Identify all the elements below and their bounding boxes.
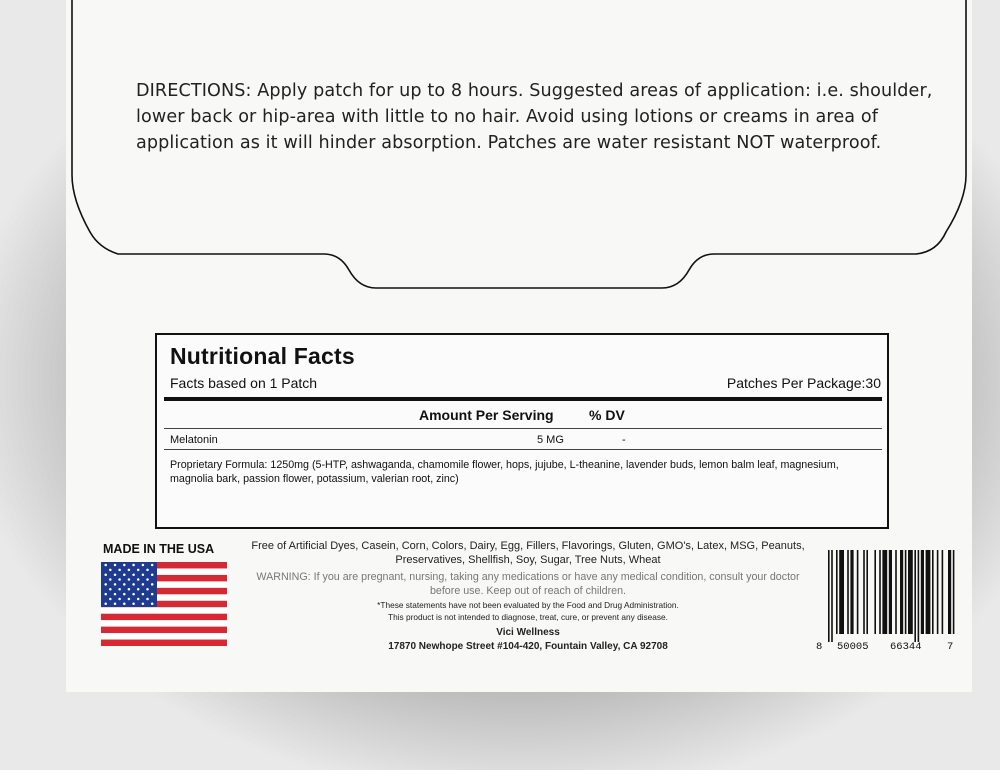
daily-value-header: % DV [589, 407, 625, 423]
directions-text [136, 78, 936, 156]
flag-star [142, 603, 145, 606]
flag-star [123, 593, 126, 596]
fda-line-2: This product is not intended to diagnose, treat, cure, or prevent any disease. [388, 611, 668, 622]
flag-star [114, 573, 117, 576]
ingredient-name: Melatonin [170, 434, 218, 446]
facts-title: Nutritional Facts [170, 343, 355, 369]
flag-star [118, 578, 121, 581]
flag-star [104, 603, 107, 606]
flag-star [151, 583, 154, 586]
flag-stripe [101, 640, 227, 646]
barcode-bar [847, 550, 849, 634]
flag-star [142, 564, 145, 567]
barcode-bar [831, 550, 833, 642]
amount-per-serving-header: Amount Per Serving [419, 407, 554, 423]
package-flap-outline [66, 0, 972, 320]
flag-star [137, 598, 140, 601]
barcode-bar [895, 550, 897, 634]
flag-star [104, 564, 107, 567]
barcode-icon [820, 550, 956, 642]
flag-star [104, 573, 107, 576]
flag-star [132, 573, 135, 576]
flag-stripe [101, 614, 227, 621]
flag-star [142, 583, 145, 586]
flag-star [123, 603, 126, 606]
flag-star [118, 588, 121, 591]
flag-star [118, 598, 121, 601]
barcode-bar [900, 550, 903, 634]
flag-star [128, 578, 130, 581]
thick-divider [164, 397, 882, 401]
flag-stripe [101, 620, 227, 627]
barcode-bar [942, 550, 944, 634]
flag-star [137, 569, 140, 572]
barcode-digit-last: 7 [947, 641, 954, 653]
proprietary-formula: Proprietary Formula: 1250mg (5-HTP, ashwaganda, chamomile flower, hops, jujube, L-theanine, lavender buds, lemon balm leaf, magnesium, magnolia bark, passion flower, potassium, valerian root, zinc) [170, 459, 839, 485]
barcode-bar [879, 550, 881, 634]
flag-star [132, 564, 135, 567]
patches-per-package: Patches Per Package:30 [726, 375, 881, 391]
flag-star [109, 569, 112, 572]
flag-star [109, 588, 112, 591]
flag-star [109, 578, 112, 581]
barcode-bar [914, 550, 916, 642]
flag-star [132, 583, 135, 586]
flag-star [114, 564, 117, 567]
flag-star [151, 603, 154, 606]
ingredient-dv: - [622, 434, 626, 446]
flag-star [118, 569, 121, 572]
flag-star [123, 564, 126, 567]
barcode-bar [908, 550, 913, 634]
barcode-bar [918, 550, 920, 642]
flag-star [142, 573, 145, 576]
barcode-bar [953, 550, 955, 634]
nutrition-facts-panel [155, 333, 889, 529]
barcode-bar [850, 550, 853, 634]
barcode-bar [863, 550, 865, 634]
row-divider [164, 449, 882, 450]
barcode-bar [828, 550, 830, 642]
fda-disclaimer [250, 600, 806, 623]
flag-star [151, 564, 154, 567]
flag-star [146, 588, 149, 591]
barcode-bar [921, 550, 924, 634]
barcode-bar [905, 550, 907, 634]
flag-star [104, 593, 107, 596]
flag-star [114, 583, 117, 586]
barcode-bar [857, 550, 859, 634]
flag-star [114, 603, 117, 606]
barcode-bar [836, 550, 838, 634]
flag-stripe [101, 633, 227, 640]
flag-star [142, 593, 145, 596]
directions-body: : Apply patch for up to 8 hours. Suggested areas of application: i.e. shoulder, lower back or hip-area with little to no hair. Avoid using lotions or creams in area of application as it will hinder absorption. Patches are water resistant NOT waterproof. [136, 81, 933, 153]
flag-stripe [101, 607, 227, 614]
flag-star [123, 573, 126, 576]
warning-text: WARNING: If you are pregnant, nursing, taking any medications or have any medical condition, consult your doctor before use. Keep out of reach of children. [256, 571, 800, 597]
flag-star [109, 598, 112, 601]
flag-star [137, 588, 140, 591]
flag-star [132, 593, 135, 596]
facts-basis: Facts based on 1 Patch [170, 375, 318, 391]
barcode-bar [889, 550, 892, 634]
made-in-usa-label: MADE IN THE USA [103, 542, 215, 556]
barcode-bar [932, 550, 934, 634]
flag-star [146, 598, 149, 601]
barcode-bar [926, 550, 931, 634]
flag-star [128, 588, 130, 591]
company-name: Vici Wellness [496, 627, 560, 638]
header-divider [164, 428, 882, 429]
barcode-bar [937, 550, 939, 634]
barcode-bar [874, 550, 876, 634]
barcode-bar [839, 550, 844, 634]
flag-star [128, 569, 130, 572]
flag-star [132, 603, 135, 606]
flag-star [151, 573, 154, 576]
barcode-digits-left: 50005 [837, 641, 869, 653]
flag-star [137, 578, 140, 581]
us-flag-icon [101, 562, 227, 646]
ingredient-amount: 5 MG [537, 434, 564, 446]
free-of-list: Free of Artificial Dyes, Casein, Corn, Colors, Dairy, Egg, Fillers, Flavorings, Gluten, GMO's, Latex, MSG, Peanuts, Preservatives, Shellfish, Soy, Sugar, Tree Nuts, Wheat [251, 540, 805, 566]
flag-star [123, 583, 126, 586]
barcode-bar [866, 550, 868, 634]
flag-star [104, 583, 107, 586]
flag-star [146, 569, 149, 572]
flag-stripe [101, 627, 227, 634]
flag-star [151, 593, 154, 596]
barcode-bar [882, 550, 887, 634]
directions-label: DIRECTIONS [136, 81, 246, 101]
flag-star [114, 593, 117, 596]
flag-star [128, 598, 130, 601]
flag-star [146, 578, 149, 581]
fda-line-1: *These statements have not been evaluated by the Food and Drug Administration. [377, 600, 679, 610]
barcode-bar [948, 550, 951, 634]
barcode-digit-first: 8 [816, 641, 823, 653]
company-address: 17870 Newhope Street #104-420, Fountain Valley, CA 92708 [388, 641, 668, 652]
barcode-digits-right: 66344 [890, 641, 922, 653]
